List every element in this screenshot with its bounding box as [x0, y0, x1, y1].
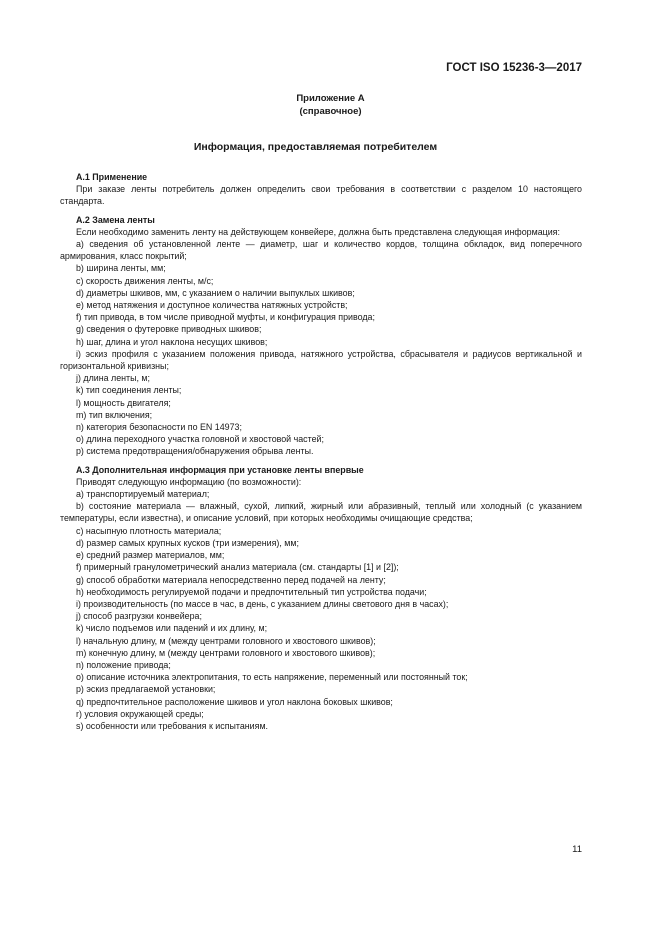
- list-item: m) тип включения;: [76, 409, 153, 420]
- annex-content: [60, 171, 582, 732]
- list-item: b) ширина ленты, мм;: [76, 263, 166, 274]
- annex-name: Приложение А: [296, 93, 365, 104]
- list-item: m) конечную длину, м (между центрами головного и хвостового шкивов);: [76, 647, 376, 658]
- list-item: n) положение привода;: [76, 659, 171, 670]
- list-item: k) тип соединения ленты;: [76, 385, 182, 396]
- list-item: b) состояние материала — влажный, сухой, липкий, жирный или абразивный, теплый или холодный (с указанием температуры, если известна), и описание условий, при которых необходимы очищающие средства;: [60, 501, 582, 524]
- section-a1-text: При заказе ленты потребитель должен определить свои требования в соответствии с разделом 10 настоящего стандарта.: [60, 184, 582, 207]
- section-a2-heading: А.2 Замена ленты: [76, 214, 155, 225]
- list-item: e) метод натяжения и доступное количества натяжных устройств;: [76, 300, 348, 311]
- page-number: 11: [572, 844, 582, 855]
- list-item: c) насыпную плотность материала;: [76, 525, 222, 536]
- list-item: j) длина ленты, м;: [76, 373, 150, 384]
- list-item: d) диаметры шкивов, мм, с указанием о наличии выпуклых шкивов;: [76, 287, 355, 298]
- section-a2-intro: Если необходимо заменить ленту на действующем конвейере, должна быть представлена следующая информация:: [76, 226, 560, 237]
- annex-heading: [0, 92, 661, 118]
- list-item: g) сведения о футеровке приводных шкивов;: [76, 324, 262, 335]
- list-item: f) тип привода, в том числе приводной муфты, и конфигурация привода;: [76, 312, 375, 323]
- annex-title: Информация, предоставляемая потребителем: [193, 141, 438, 153]
- list-item: q) предпочтительное расположение шкивов и угол наклона боковых шкивов;: [76, 696, 393, 707]
- list-item: p) система предотвращения/обнаружения обрыва ленты.: [76, 446, 314, 457]
- list-item: o) длина переходного участка головной и хвостовой частей;: [76, 434, 324, 445]
- section-a3-heading: А.3 Дополнительная информация при установке ленты впервые: [76, 464, 364, 475]
- list-item: i) эскиз профиля с указанием положения привода, натяжного устройства, сбрасывателя и радиусов вертикальной и горизонтальной кривизны;: [60, 348, 582, 372]
- list-item: а) сведения об установленной ленте — диаметр, шаг и количество кордов, толщина обкладок, вид поперечного армирования, класс покрытий;: [60, 239, 582, 262]
- list-item: f) примерный гранулометрический анализ материала (см. стандарты [1] и [2]);: [76, 562, 399, 573]
- list-item: h) шаг, длина и угол наклона несущих шкивов;: [76, 336, 268, 347]
- list-item: а) транспортируемый материал;: [76, 489, 210, 500]
- list-item: g) способ обработки материала непосредственно перед подачей на ленту;: [76, 574, 386, 585]
- list-item: s) особенности или требования к испытаниям.: [76, 720, 269, 731]
- list-item: l) начальную длину, м (между центрами головного и хвостового шкивов);: [76, 635, 376, 646]
- annex-kind: (справочное): [299, 106, 362, 117]
- list-item: k) число подъемов или падений и их длину, м;: [76, 623, 268, 634]
- list-item: e) средний размер материалов, мм;: [76, 550, 225, 561]
- list-item: h) необходимость регулируемой подачи и предпочтительный тип устройства подачи;: [76, 586, 427, 597]
- section-a3-intro: Приводят следующую информацию (по возможности):: [76, 476, 302, 487]
- list-item: i) производительность (по массе в час, в день, с указанием длины светового дня в часах);: [76, 598, 449, 609]
- list-item: r) условия окружающей среды;: [76, 708, 204, 719]
- list-item: o) описание источника электропитания, то есть напряжение, переменный или постоянный ток;: [76, 672, 468, 683]
- list-item: d) размер самых крупных кусков (три измерения), мм;: [76, 537, 299, 548]
- list-item: n) категория безопасности по EN 14973;: [76, 422, 242, 433]
- list-item: j) способ разгрузки конвейера;: [76, 611, 202, 622]
- document-code: ГОСТ ISO 15236-3—2017: [446, 62, 582, 74]
- list-item: l) мощность двигателя;: [76, 397, 171, 408]
- list-item: c) скорость движения ленты, м/с;: [76, 275, 214, 286]
- section-a1-heading: А.1 Применение: [76, 172, 148, 182]
- list-item: p) эскиз предлагаемой установки;: [76, 684, 216, 695]
